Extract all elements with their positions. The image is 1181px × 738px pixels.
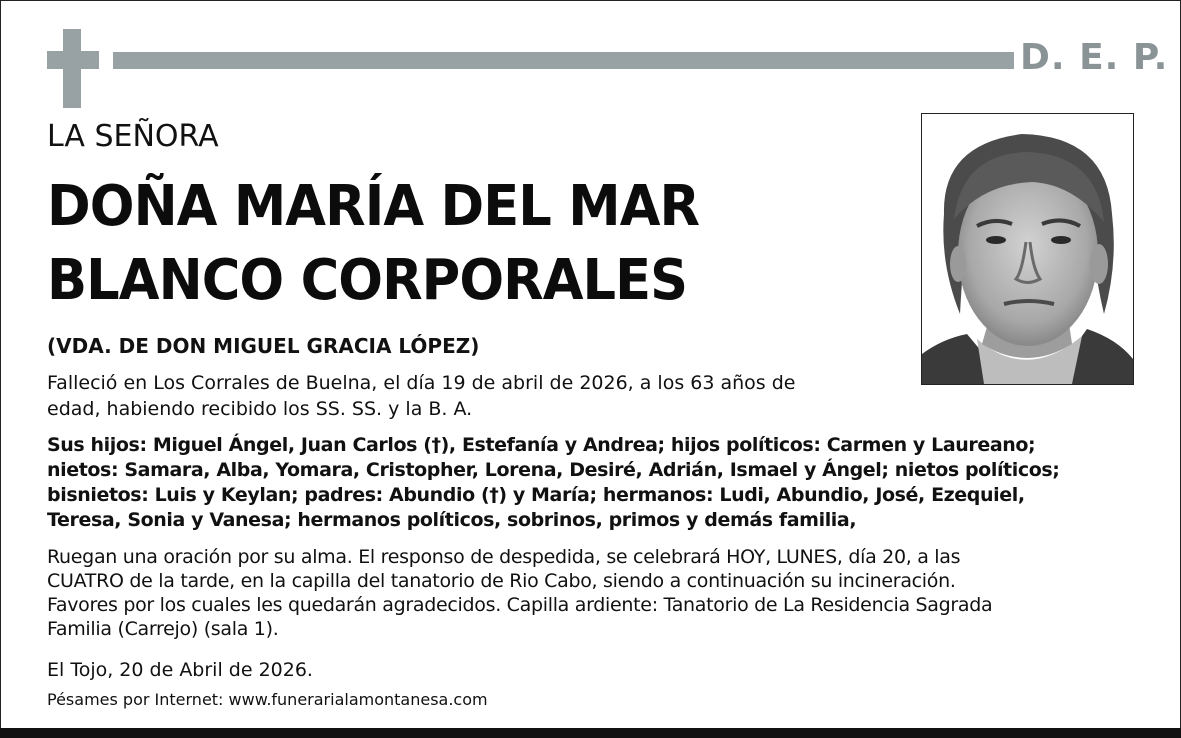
dep-label: D. E. P. — [1020, 37, 1169, 78]
deceased-name-line-2: BLANCO CORPORALES — [47, 248, 688, 313]
service-line-1: Ruegan una oración por su alma. El responso de despedida, se celebrará HOY, LUNES, día 20, a las — [47, 546, 961, 568]
widow-of: (VDA. DE DON MIGUEL GRACIA LÓPEZ) — [47, 334, 480, 358]
family-line-1: Sus hijos: Miguel Ángel, Juan Carlos (†), Estefanía y Andrea; hijos políticos: Carmen y Laureano; — [47, 434, 1036, 456]
family-line-4: Teresa, Sonia y Vanesa; hermanos políticos, sobrinos, primos y demás familia, — [47, 509, 857, 531]
service-details — [47, 545, 1157, 641]
service-line-3: Favores por los cuales les quedarán agradecidos. Capilla ardiente: Tanatorio de La Residencia Sagrada — [47, 594, 993, 616]
portrait-image — [922, 114, 1133, 384]
place-and-date: El Tojo, 20 de Abril de 2026. — [47, 659, 313, 681]
death-announcement — [47, 370, 909, 422]
deceased-name — [47, 170, 699, 318]
online-condolences: Pésames por Internet: www.funerarialamontanesa.com — [47, 690, 488, 709]
family-list — [47, 433, 1157, 533]
cross-horizontal-bar — [47, 51, 99, 69]
service-line-4: Familia (Carrejo) (sala 1). — [47, 618, 279, 640]
death-line-1: Falleció en Los Corrales de Buelna, el día 19 de abril de 2026, a los 63 años de — [47, 372, 796, 394]
death-line-2: edad, habiendo recibido los SS. SS. y la B. A. — [47, 398, 473, 420]
service-line-2: CUATRO de la tarde, en la capilla del tanatorio de Rio Cabo, siendo a continuación su incineración. — [47, 570, 956, 592]
deceased-name-line-1: DOÑA MARÍA DEL MAR — [47, 174, 700, 239]
family-line-2: nietos: Samara, Alba, Yomara, Cristopher, Lorena, Desiré, Adrián, Ismael y Ángel; nietos políticos; — [47, 459, 1060, 481]
bottom-bar — [0, 728, 1181, 738]
family-line-3: bisnietos: Luis y Keylan; padres: Abundio (†) y María; hermanos: Ludi, Abundio, José, Ezequiel, — [47, 484, 1025, 506]
portrait-photo — [921, 113, 1134, 385]
honorific: LA SEÑORA — [47, 119, 219, 154]
header-rule — [113, 52, 1014, 69]
